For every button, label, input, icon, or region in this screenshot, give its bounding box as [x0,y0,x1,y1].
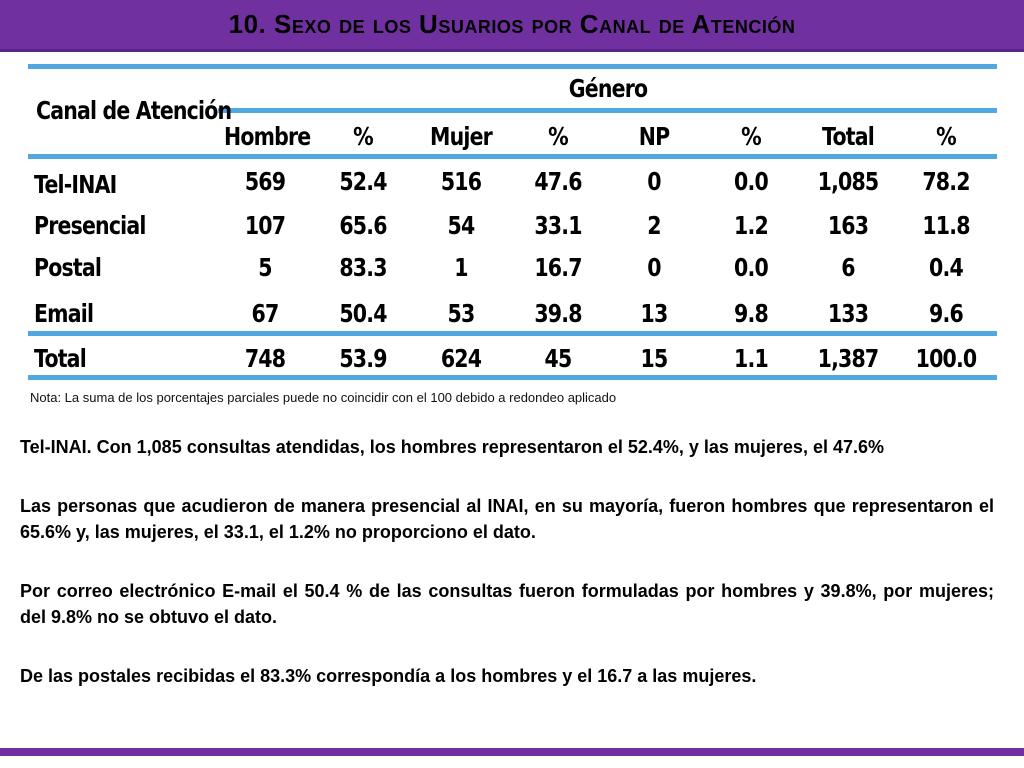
total-cell: 1,387 [817,344,879,373]
table-rule-total [28,331,997,336]
table-cell: 1.2 [734,211,768,240]
paragraph: Las personas que acudieron de manera presencial al INAI, en su mayoría, fueron hombres que representaron el 65.6% y, las mujeres, el 33.1, el 1.2% no proporciono el dato. [20,496,994,542]
row-label: Tel-INAI [34,170,117,199]
column-header: % [353,122,373,151]
table-rule-header [28,154,997,159]
column-header: Total [822,122,874,151]
table-cell: 52.4 [339,167,387,196]
table-cell: 5 [258,253,272,282]
total-cell: 624 [440,344,482,373]
total-label: Total [34,344,86,373]
total-cell: 748 [244,344,286,373]
table-cell: 163 [827,211,869,240]
table-cell: 54 [447,211,475,240]
table-cell: 107 [244,211,286,240]
column-header: % [741,122,761,151]
table-cell: 65.6 [339,211,387,240]
table-cell: 9.6 [929,299,963,328]
table-note: Nota: La suma de los porcentajes parciales puede no coincidir con el 100 debido a redondeo aplicado [30,390,617,405]
column-header: NP [638,122,670,151]
total-cell: 1.1 [734,344,768,373]
table-cell: 0 [647,167,661,196]
table-cell: 133 [827,299,869,328]
column-header: % [548,122,568,151]
row-label: Email [34,299,94,328]
table-cell: 33.1 [534,211,582,240]
paragraph: Por correo electrónico E-mail el 50.4 % de las consultas fueron formuladas por hombres y 39.8%, por mujeres; del 9.8% no se obtuvo el dato. [20,581,994,627]
table-cell: 516 [440,167,482,196]
bottom-bar [0,748,1024,756]
table-cell: 9.8 [734,299,768,328]
group-header: Género [568,74,648,103]
paragraph: Tel-INAI. Con 1,085 consultas atendidas, los hombres representaron el 52.4%, y las mujeres, el 47.6% [20,437,884,457]
table-cell: 0.0 [734,253,768,282]
table-cell: 6 [841,253,855,282]
table-cell: 569 [244,167,286,196]
table-cell: 47.6 [534,167,582,196]
table-cell: 0 [647,253,661,282]
table-cell: 53 [447,299,475,328]
table-cell: 83.3 [339,253,387,282]
total-cell: 15 [640,344,668,373]
table-cell: 0.4 [929,253,963,282]
table-cell: 78.2 [922,167,970,196]
table-cell: 0.0 [734,167,768,196]
column-header: Mujer [430,122,492,151]
table-cell: 16.7 [534,253,582,282]
paragraph: De las postales recibidas el 83.3% correspondía a los hombres y el 16.7 a las mujeres. [20,666,757,686]
table-cell: 39.8 [534,299,582,328]
page-title: 10. Sexo de los Usuarios por Canal de Atención [228,9,796,39]
total-cell: 53.9 [339,344,387,373]
row-label: Presencial [34,211,146,240]
column-header: % [936,122,956,151]
row-label: Postal [34,253,102,282]
table-rule-top [28,64,997,69]
total-cell: 100.0 [915,344,977,373]
column-header: Hombre [224,122,311,151]
table-cell: 50.4 [339,299,387,328]
total-cell: 45 [544,344,572,373]
table-cell: 11.8 [922,211,970,240]
table-cell: 67 [251,299,279,328]
title-bar [0,0,1024,52]
row-header: Canal de Atención [36,96,232,125]
table-rule-group [218,108,997,113]
table-cell: 1 [454,253,468,282]
table-cell: 2 [647,211,661,240]
table-cell: 1,085 [817,167,879,196]
table-rule-bottom [28,375,997,380]
summary-text [20,434,994,722]
table-cell: 13 [640,299,668,328]
